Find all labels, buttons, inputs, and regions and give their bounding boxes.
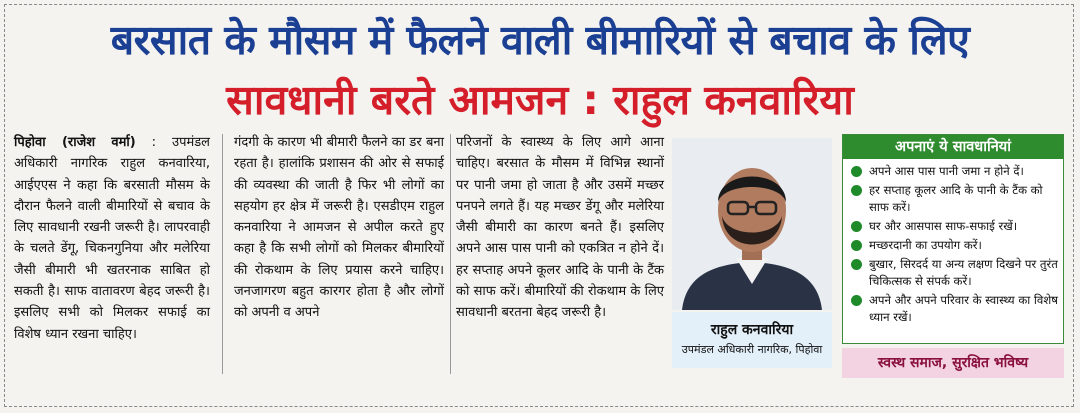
precautions-box xyxy=(842,134,1064,344)
headline-line-1: बरसात के मौसम में फैलने वाली बीमारियों से बचाव के लिए xyxy=(110,16,970,64)
column-divider xyxy=(222,134,223,374)
list-item xyxy=(849,256,1059,290)
caption-name: राहुल कनवारिया xyxy=(710,322,794,338)
list-item xyxy=(849,218,1059,235)
bullet-icon xyxy=(851,221,862,232)
list-item xyxy=(849,163,1059,180)
bullet-icon xyxy=(851,166,862,177)
portrait-illustration xyxy=(672,138,832,310)
official-portrait xyxy=(672,138,832,310)
list-item-text: हर सप्ताह कूलर आदि के पानी के टैंक को साफ करें। xyxy=(869,183,1043,214)
list-item-text: घर और आसपास साफ-सफाई रखें। xyxy=(869,219,1018,233)
precautions-list xyxy=(843,163,1063,326)
column-divider xyxy=(450,134,451,374)
caption-title: उपमंडल अधिकारी नागरिक, पिहोवा xyxy=(681,343,823,356)
list-item xyxy=(849,237,1059,254)
bullet-icon xyxy=(851,259,862,270)
bullet-icon xyxy=(851,185,862,196)
dateline: पिहोवा (राजेश वर्मा) xyxy=(14,135,136,150)
slogan-banner: स्वस्थ समाज, सुरक्षित भविष्य xyxy=(842,348,1064,378)
list-item-text: बुखार, सिरदर्द या अन्य लक्षण दिखने पर तुरंत चिकित्सक से संपर्क करें। xyxy=(869,257,1058,288)
list-item xyxy=(849,292,1059,326)
article-column-3: परिजनों के स्वास्थ्य के लिए आगे आना चाहिए। बरसात के मौसम में विभिन्न स्थानों पर पानी जमा हो जाता है और उसमें मच्छर पनपने लगते हैं। यह मच्छर डेंगू और मलेरिया जैसी बीमारी का कारण बनते हैं। इसलिए अपने आस पास पानी को एकत्रित न होने दें। हर सप्ताह अपने कूलर आदि के पानी के टैंक को साफ करें। बीमारियों की रोकथाम के लिए सावधानी बरतना बेहद जरूरी है। xyxy=(456,135,664,321)
list-item-text: अपने आस पास पानी जमा न होने दें। xyxy=(869,164,1024,178)
list-item-text: अपने और अपने परिवार के स्वास्थ्य का विशेष ध्यान रखें। xyxy=(869,293,1058,324)
article-column-1 xyxy=(14,132,210,345)
photo-caption xyxy=(672,312,832,368)
headline-line-2: सावधानी बरते आमजन : राहुल कनवारिया xyxy=(226,76,854,124)
column-1-text: : उपमंडल अधिकारी नागरिक राहुल कनवारिया, आईएएस ने कहा कि बरसाती मौसम के दौरान फैलने वाली बीमारियों से बचाव के लिए सावधानी रखनी जरूरी है। लापरवाही के चलते डेंगू, चिकनगुनिया और मलेरिया जैसी बीमारी भी खतरनाक साबित हो सकती है। साफ वातावरण बेहद जरूरी है। इसलिए सभी को मिलकर सफाई का विशेष ध्यान रखना चाहिए। xyxy=(14,135,211,342)
article-column-2: गंदगी के कारण भी बीमारी फैलने का डर बना रहता है। हालांकि प्रशासन की ओर से सफाई की व्यवस्था की जाती है फिर भी लोगों का सहयोग हर क्षेत्र में जरूरी है। एसडीएम राहुल कनवारिया ने आमजन से अपील करते हुए कहा है कि सभी लोगों को मिलकर बीमारियों की रोकथाम के लिए प्रयास करने चाहिए। जनजागरण बहुत कारगर होता है और लोगों को अपनी व अपने xyxy=(234,135,444,321)
list-item-text: मच्छरदानी का उपयोग करें। xyxy=(869,238,982,252)
bullet-icon xyxy=(851,295,862,306)
bullet-icon xyxy=(851,240,862,251)
precautions-heading: अपनाएं ये सावधानियां xyxy=(843,135,1063,159)
list-item xyxy=(849,182,1059,216)
